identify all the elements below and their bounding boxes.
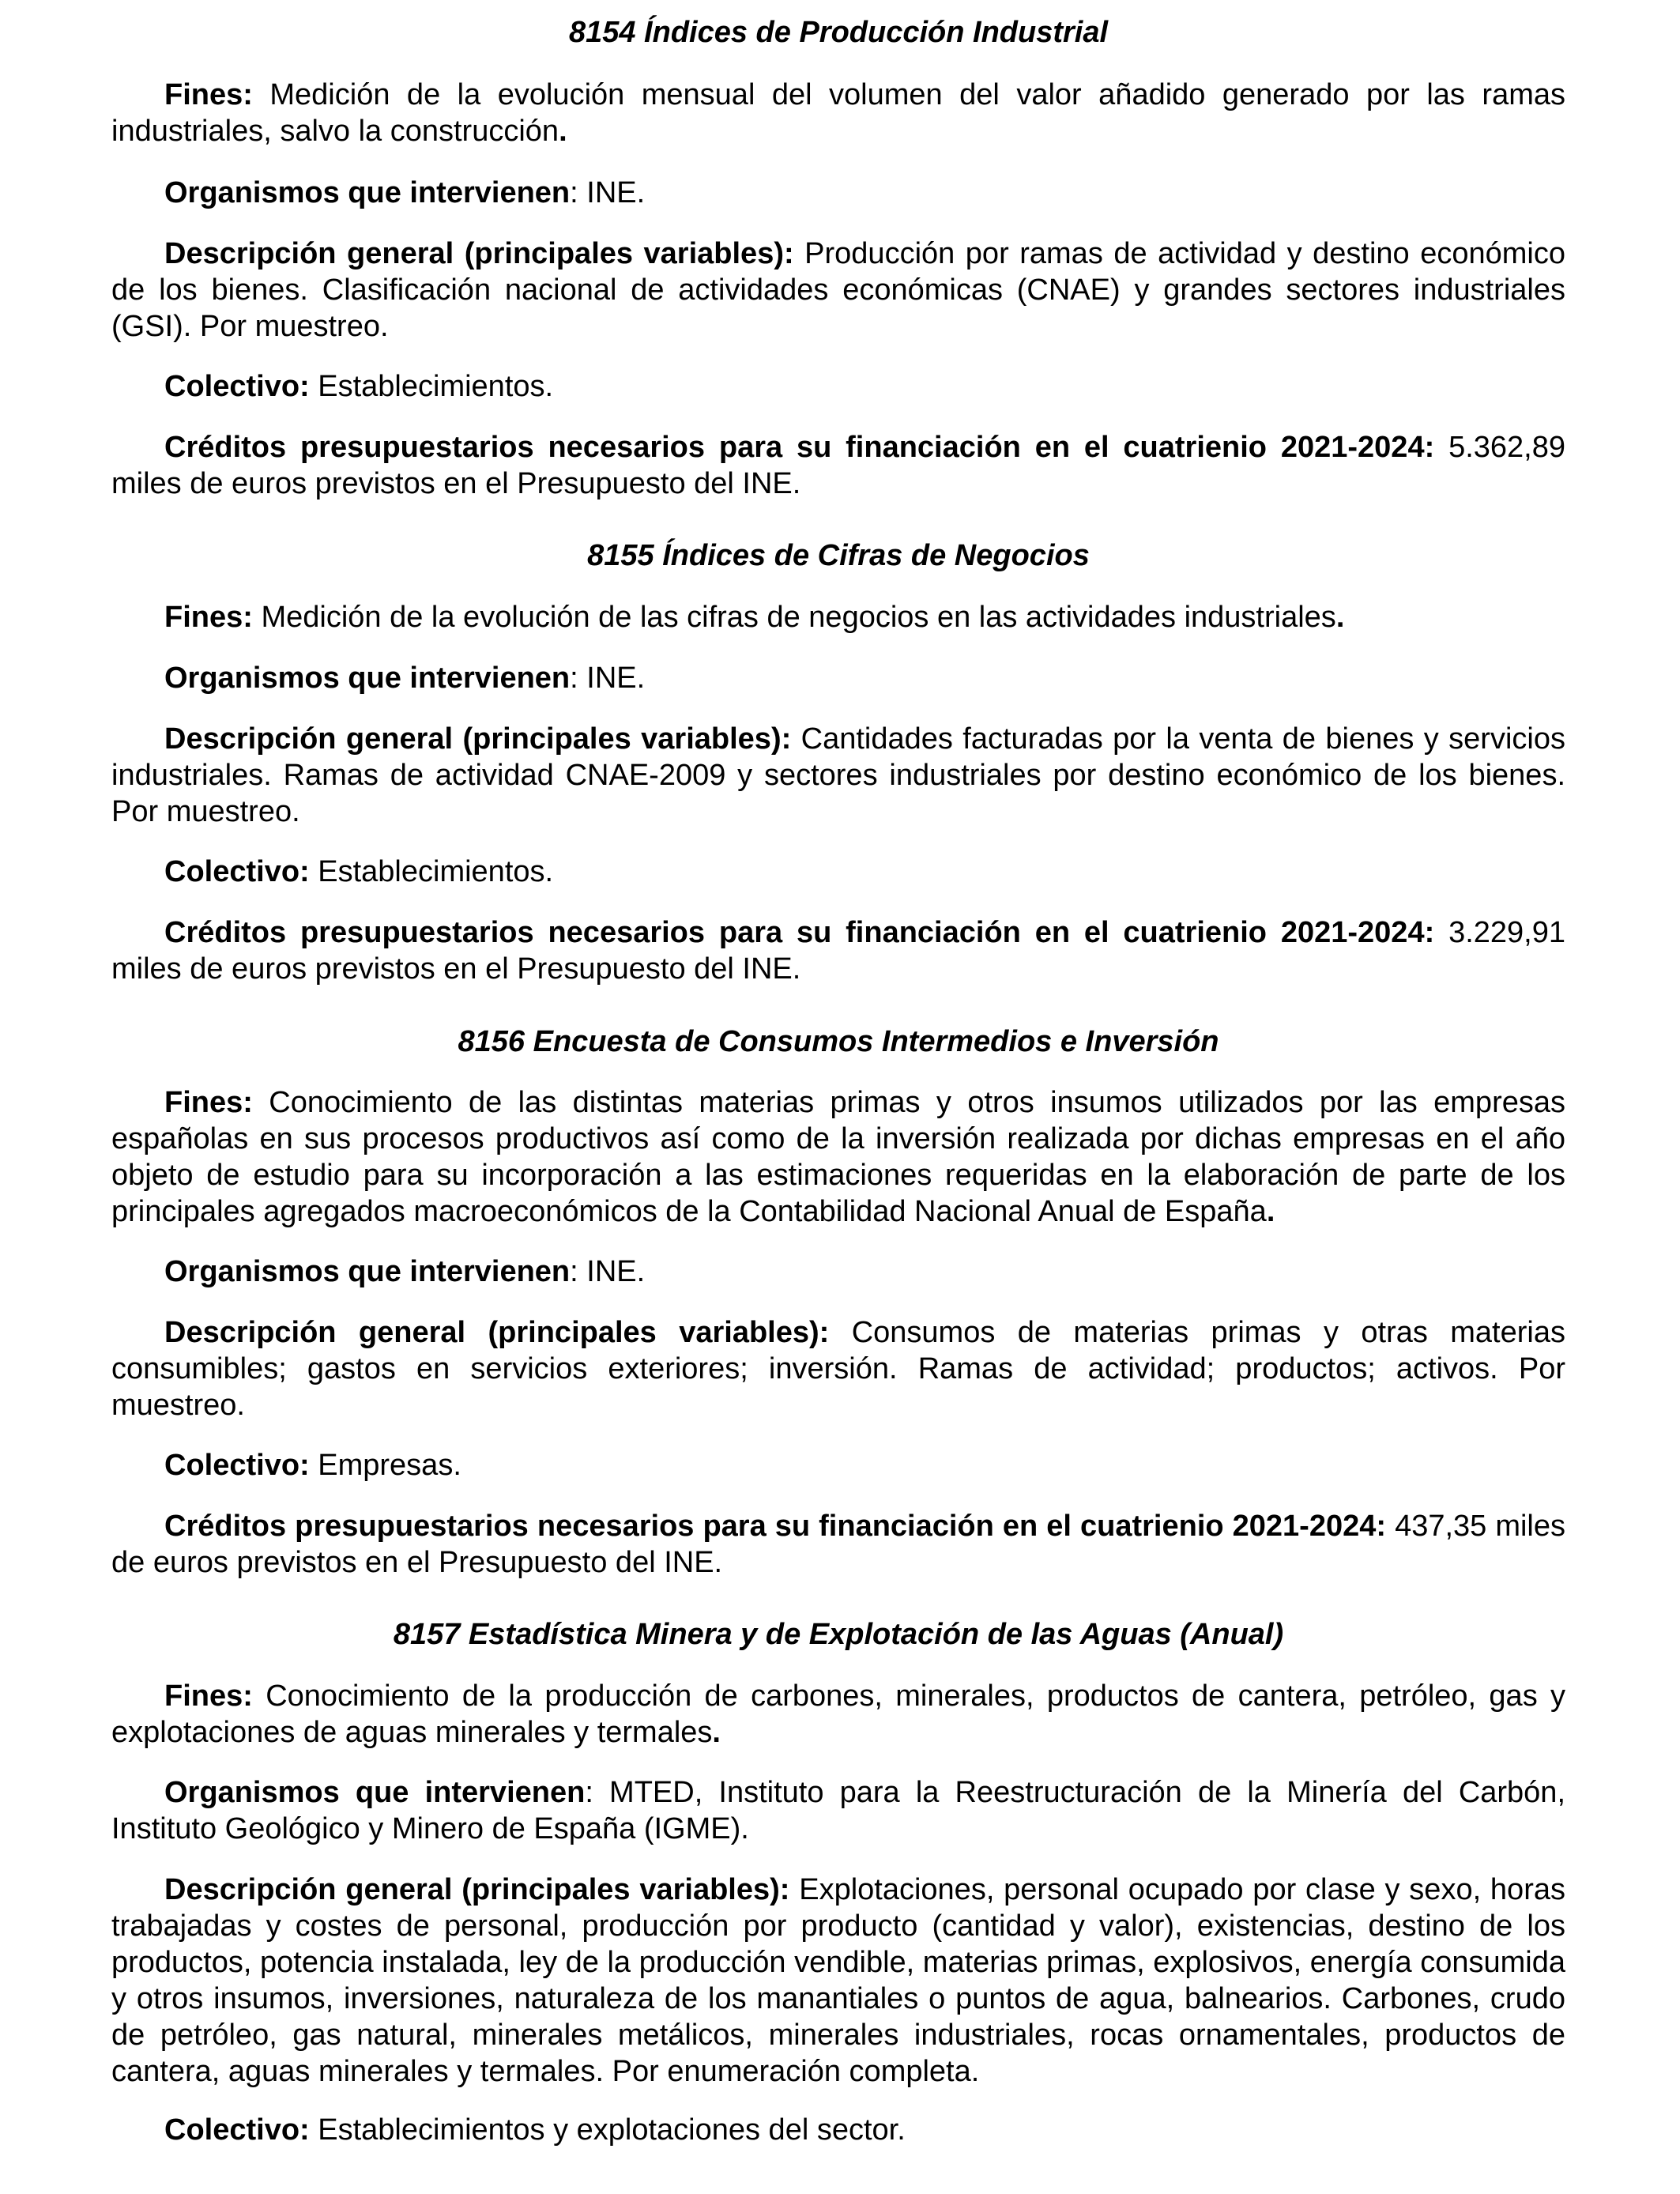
organismos-paragraph-8154 — [111, 175, 1565, 211]
organismos-paragraph-8157 — [111, 1774, 1565, 1847]
creditos-text: 3.229,91 miles de euros previstos en el Presupuesto del INE. — [111, 916, 1565, 986]
fines-text: Medición de la evolución mensual del volumen del valor añadido generado por las ramas industriales, salvo la construcción — [111, 78, 1565, 148]
descripcion-text: Explotaciones, personal ocupado por clase y sexo, horas trabajadas y costes de personal, producción por producto (cantidad y valor), existencias, destino de los productos, potencia instalada, ley de la producción vendible, materias primas, explosivos, energía consumida y otros insumos, inversiones, naturaleza de los manantiales o puntos de agua, balnearios. Carbones, crudo de petróleo, gas natural, minerales metálicos, minerales industriales, rocas ornamentales, productos de cantera, aguas minerales y termales. Por enumeración completa. — [111, 1873, 1565, 2088]
fines-end: . — [1335, 601, 1345, 634]
descripcion-text: Producción por ramas de actividad y destino económico de los bienes. Clasificación nacional de actividades económicas (CNAE) y grandes sectores industriales (GSI). Por muestreo. — [111, 237, 1565, 343]
colectivo-label: Colectivo: — [164, 370, 310, 403]
section-title-8155: 8155 Índices de Cifras de Negocios — [587, 539, 1090, 572]
organismos-text: : INE. — [570, 1255, 646, 1288]
organismos-label: Organismos que intervienen — [164, 1776, 586, 1809]
descripcion-text: Cantidades facturadas por la venta de bienes y servicios industriales. Ramas de actividad CNAE-2009 y sectores industriales por destino económico de los bienes. Por muestreo. — [111, 722, 1565, 828]
organismos-text: : MTED, Instituto para la Reestructuración de la Minería del Carbón, Instituto Geológico y Minero de España (IGME). — [111, 1776, 1566, 1845]
colectivo-text: Empresas. — [309, 1449, 461, 1482]
fines-text: Conocimiento de las distintas materias primas y otros insumos utilizados por las empresas españolas en sus procesos productivos así como de la inversión realizada por dichas empresas en el año objeto de estudio para su incorporación a las estimaciones requeridas en la elaboración de parte de los principales agregados macroeconómicos de la Contabilidad Nacional Anual de España — [111, 1086, 1565, 1228]
fines-end: . — [559, 115, 567, 148]
descripcion-paragraph-8156 — [111, 1314, 1565, 1423]
fines-label: Fines: — [164, 601, 253, 634]
descripcion-label: Descripción general (principales variables): — [164, 237, 794, 270]
colectivo-paragraph-8156 — [111, 1447, 1565, 1483]
organismos-label: Organismos que intervienen — [164, 662, 571, 695]
organismos-text: : INE. — [570, 176, 646, 209]
organismos-paragraph-8155 — [111, 660, 1565, 696]
fines-end: . — [712, 1716, 721, 1749]
fines-end: . — [1266, 1195, 1275, 1228]
colectivo-label: Colectivo: — [164, 2113, 310, 2147]
fines-label: Fines: — [164, 1679, 253, 1713]
colectivo-text: Establecimientos y explotaciones del sector. — [309, 2113, 906, 2147]
creditos-label: Créditos presupuestarios necesarios para su financiación en el cuatrienio 2021-2024: — [164, 431, 1435, 464]
descripcion-label: Descripción general (principales variables): — [164, 722, 792, 756]
descripcion-paragraph-8154 — [111, 236, 1565, 345]
creditos-paragraph-8156 — [111, 1508, 1565, 1581]
fines-label: Fines: — [164, 78, 253, 111]
colectivo-label: Colectivo: — [164, 1449, 310, 1482]
colectivo-text: Establecimientos. — [309, 370, 554, 403]
colectivo-text: Establecimientos. — [309, 855, 554, 888]
colectivo-label: Colectivo: — [164, 855, 310, 888]
section-title-8157: 8157 Estadística Minera y de Explotación de las Aguas (Anual) — [393, 1618, 1284, 1651]
fines-paragraph-8156 — [111, 1084, 1565, 1230]
organismos-paragraph-8156 — [111, 1253, 1565, 1290]
fines-label: Fines: — [164, 1086, 253, 1119]
descripcion-label: Descripción general (principales variables): — [164, 1316, 830, 1349]
section-title-8156: 8156 Encuesta de Consumos Intermedios e Inversión — [458, 1025, 1219, 1058]
creditos-label: Créditos presupuestarios necesarios para su financiación en el cuatrienio 2021-2024: — [164, 916, 1435, 949]
descripcion-paragraph-8155 — [111, 721, 1565, 830]
colectivo-paragraph-8154 — [111, 368, 1565, 405]
colectivo-paragraph-8157 — [111, 2112, 1565, 2148]
descripcion-paragraph-8157 — [111, 1872, 1565, 2090]
descripcion-label: Descripción general (principales variables): — [164, 1873, 790, 1906]
descripcion-text: Consumos de materias primas y otras materias consumibles; gastos en servicios exteriores; inversión. Ramas de actividad; productos; activos. Por muestreo. — [111, 1316, 1565, 1422]
creditos-label: Créditos presupuestarios necesarios para su financiación en el cuatrienio 2021-2024: — [164, 1510, 1387, 1543]
section-title-8154: 8154 Índices de Producción Industrial — [568, 16, 1109, 49]
fines-text: Medición de la evolución de las cifras de negocios en las actividades industriales — [252, 601, 1336, 634]
organismos-text: : INE. — [570, 662, 646, 695]
creditos-text: 5.362,89 miles de euros previstos en el Presupuesto del INE. — [111, 431, 1565, 500]
colectivo-paragraph-8155 — [111, 854, 1565, 890]
creditos-paragraph-8154 — [111, 429, 1565, 502]
organismos-label: Organismos que intervienen — [164, 176, 571, 209]
fines-paragraph-8154 — [111, 77, 1565, 149]
creditos-paragraph-8155 — [111, 914, 1565, 987]
organismos-label: Organismos que intervienen — [164, 1255, 571, 1288]
fines-paragraph-8155 — [111, 599, 1565, 635]
fines-paragraph-8157 — [111, 1678, 1565, 1751]
fines-text: Conocimiento de la producción de carbones, minerales, productos de cantera, petróleo, gas y explotaciones de aguas minerales y termales — [111, 1679, 1565, 1749]
creditos-text: 437,35 miles de euros previstos en el Presupuesto del INE. — [111, 1510, 1566, 1579]
